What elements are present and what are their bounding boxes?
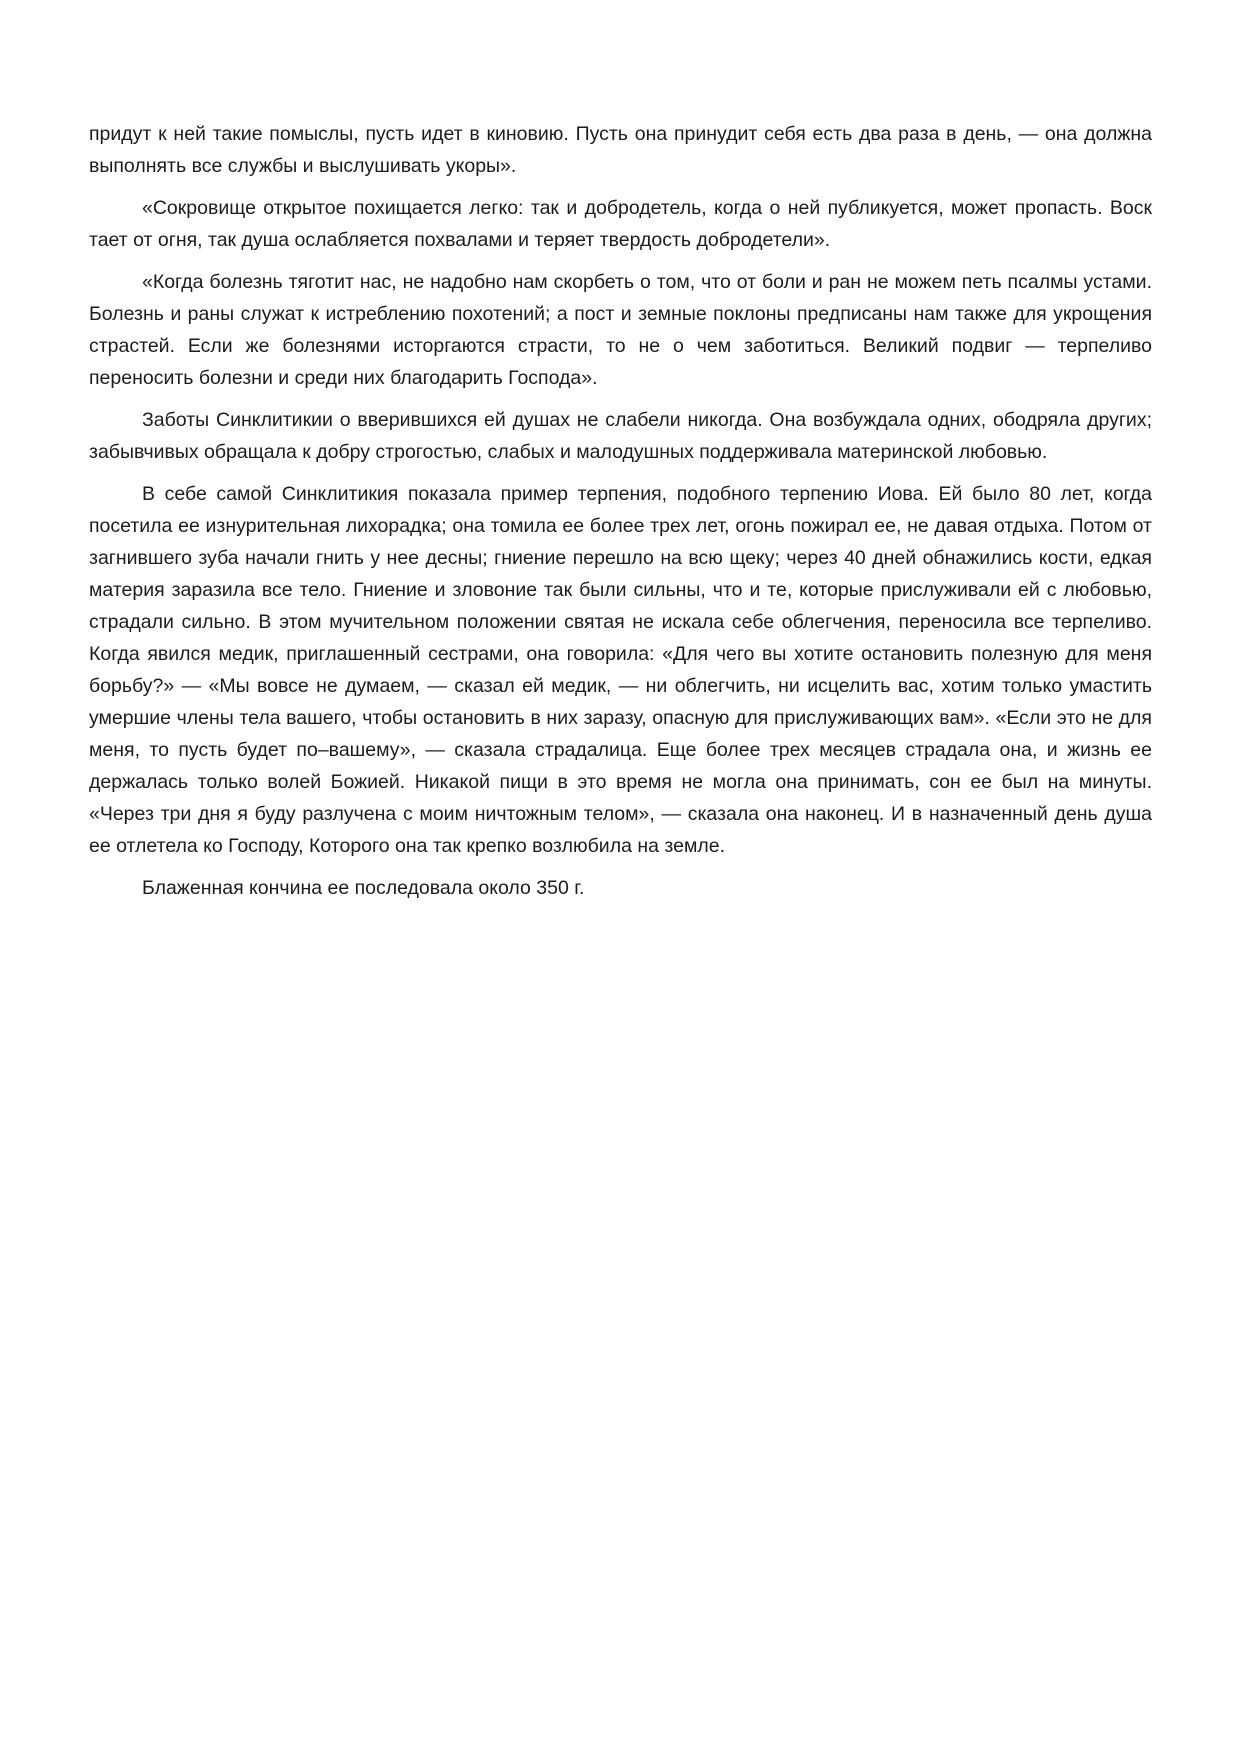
document-page bbox=[89, 118, 1152, 914]
paragraph-1: придут к ней такие помыслы, пусть идет в киновию. Пусть она принудит себя есть два раза в день, — она должна выполнять все службы и выслушивать укоры». bbox=[89, 123, 1152, 177]
paragraph-2: «Сокровище открытое похищается легко: так и добродетель, когда о ней публикуется, может пропасть. Воск тает от огня, так душа ослабляется похвалами и теряет твердость добродетели». bbox=[89, 197, 1152, 251]
paragraph-5: В себе самой Синклитикия показала пример терпения, подобного терпению Иова. Ей было 80 лет, когда посетила ее изнурительная лихорадка; она томила ее более трех лет, огонь пожирал ее, не давая отдыха. Потом от загнившего зуба начали гнить у нее десны; гниение перешло на всю щеку; через 40 дней обнажились кости, едкая материя заразила все тело. Гниение и зловоние так были сильны, что и те, которые прислуживали ей с любовью, страдали сильно. В этом мучительном положении святая не искала себе облегчения, переносила все терпеливо. Когда явился медик, приглашенный сестрами, она говорила: «Для чего вы хотите остановить полезную для меня борьбу?» — «Мы вовсе не думаем, — сказал ей медик, — ни облегчить, ни исцелить вас, хотим только умастить умершие члены тела вашего, чтобы остановить в них заразу, опасную для прислуживающих вам». «Если это не для меня, то пусть будет по–вашему», — сказала страдалица. Еще более трех месяцев страдала она, и жизнь ее держалась только волей Божией. Никакой пищи в это время не могла она принимать, сон ее был на минуты. «Через три дня я буду разлучена с моим ничтожным телом», — сказала она наконец. И в назначенный день душа ее отлетела ко Господу, Которого она так крепко возлюбила на земле. bbox=[89, 483, 1152, 857]
paragraph-6: Блаженная кончина ее последовала около 350 г. bbox=[142, 877, 585, 899]
paragraph-3: «Когда болезнь тяготит нас, не надобно нам скорбеть о том, что от боли и ран не можем петь псалмы устами. Болезнь и раны служат к истреблению похотений; а пост и земные поклоны предписаны нам также для укрощения страстей. Если же болезнями исторгаются страсти, то не о чем заботиться. Великий подвиг — терпеливо переносить болезни и среди них благодарить Господа». bbox=[89, 271, 1152, 389]
paragraph-4: Заботы Синклитикии о вверившихся ей душах не слабели никогда. Она возбуждала одних, ободряла других; забывчивых обращала к добру строгостью, слабых и малодушных поддерживала материнской любовью. bbox=[89, 409, 1152, 463]
